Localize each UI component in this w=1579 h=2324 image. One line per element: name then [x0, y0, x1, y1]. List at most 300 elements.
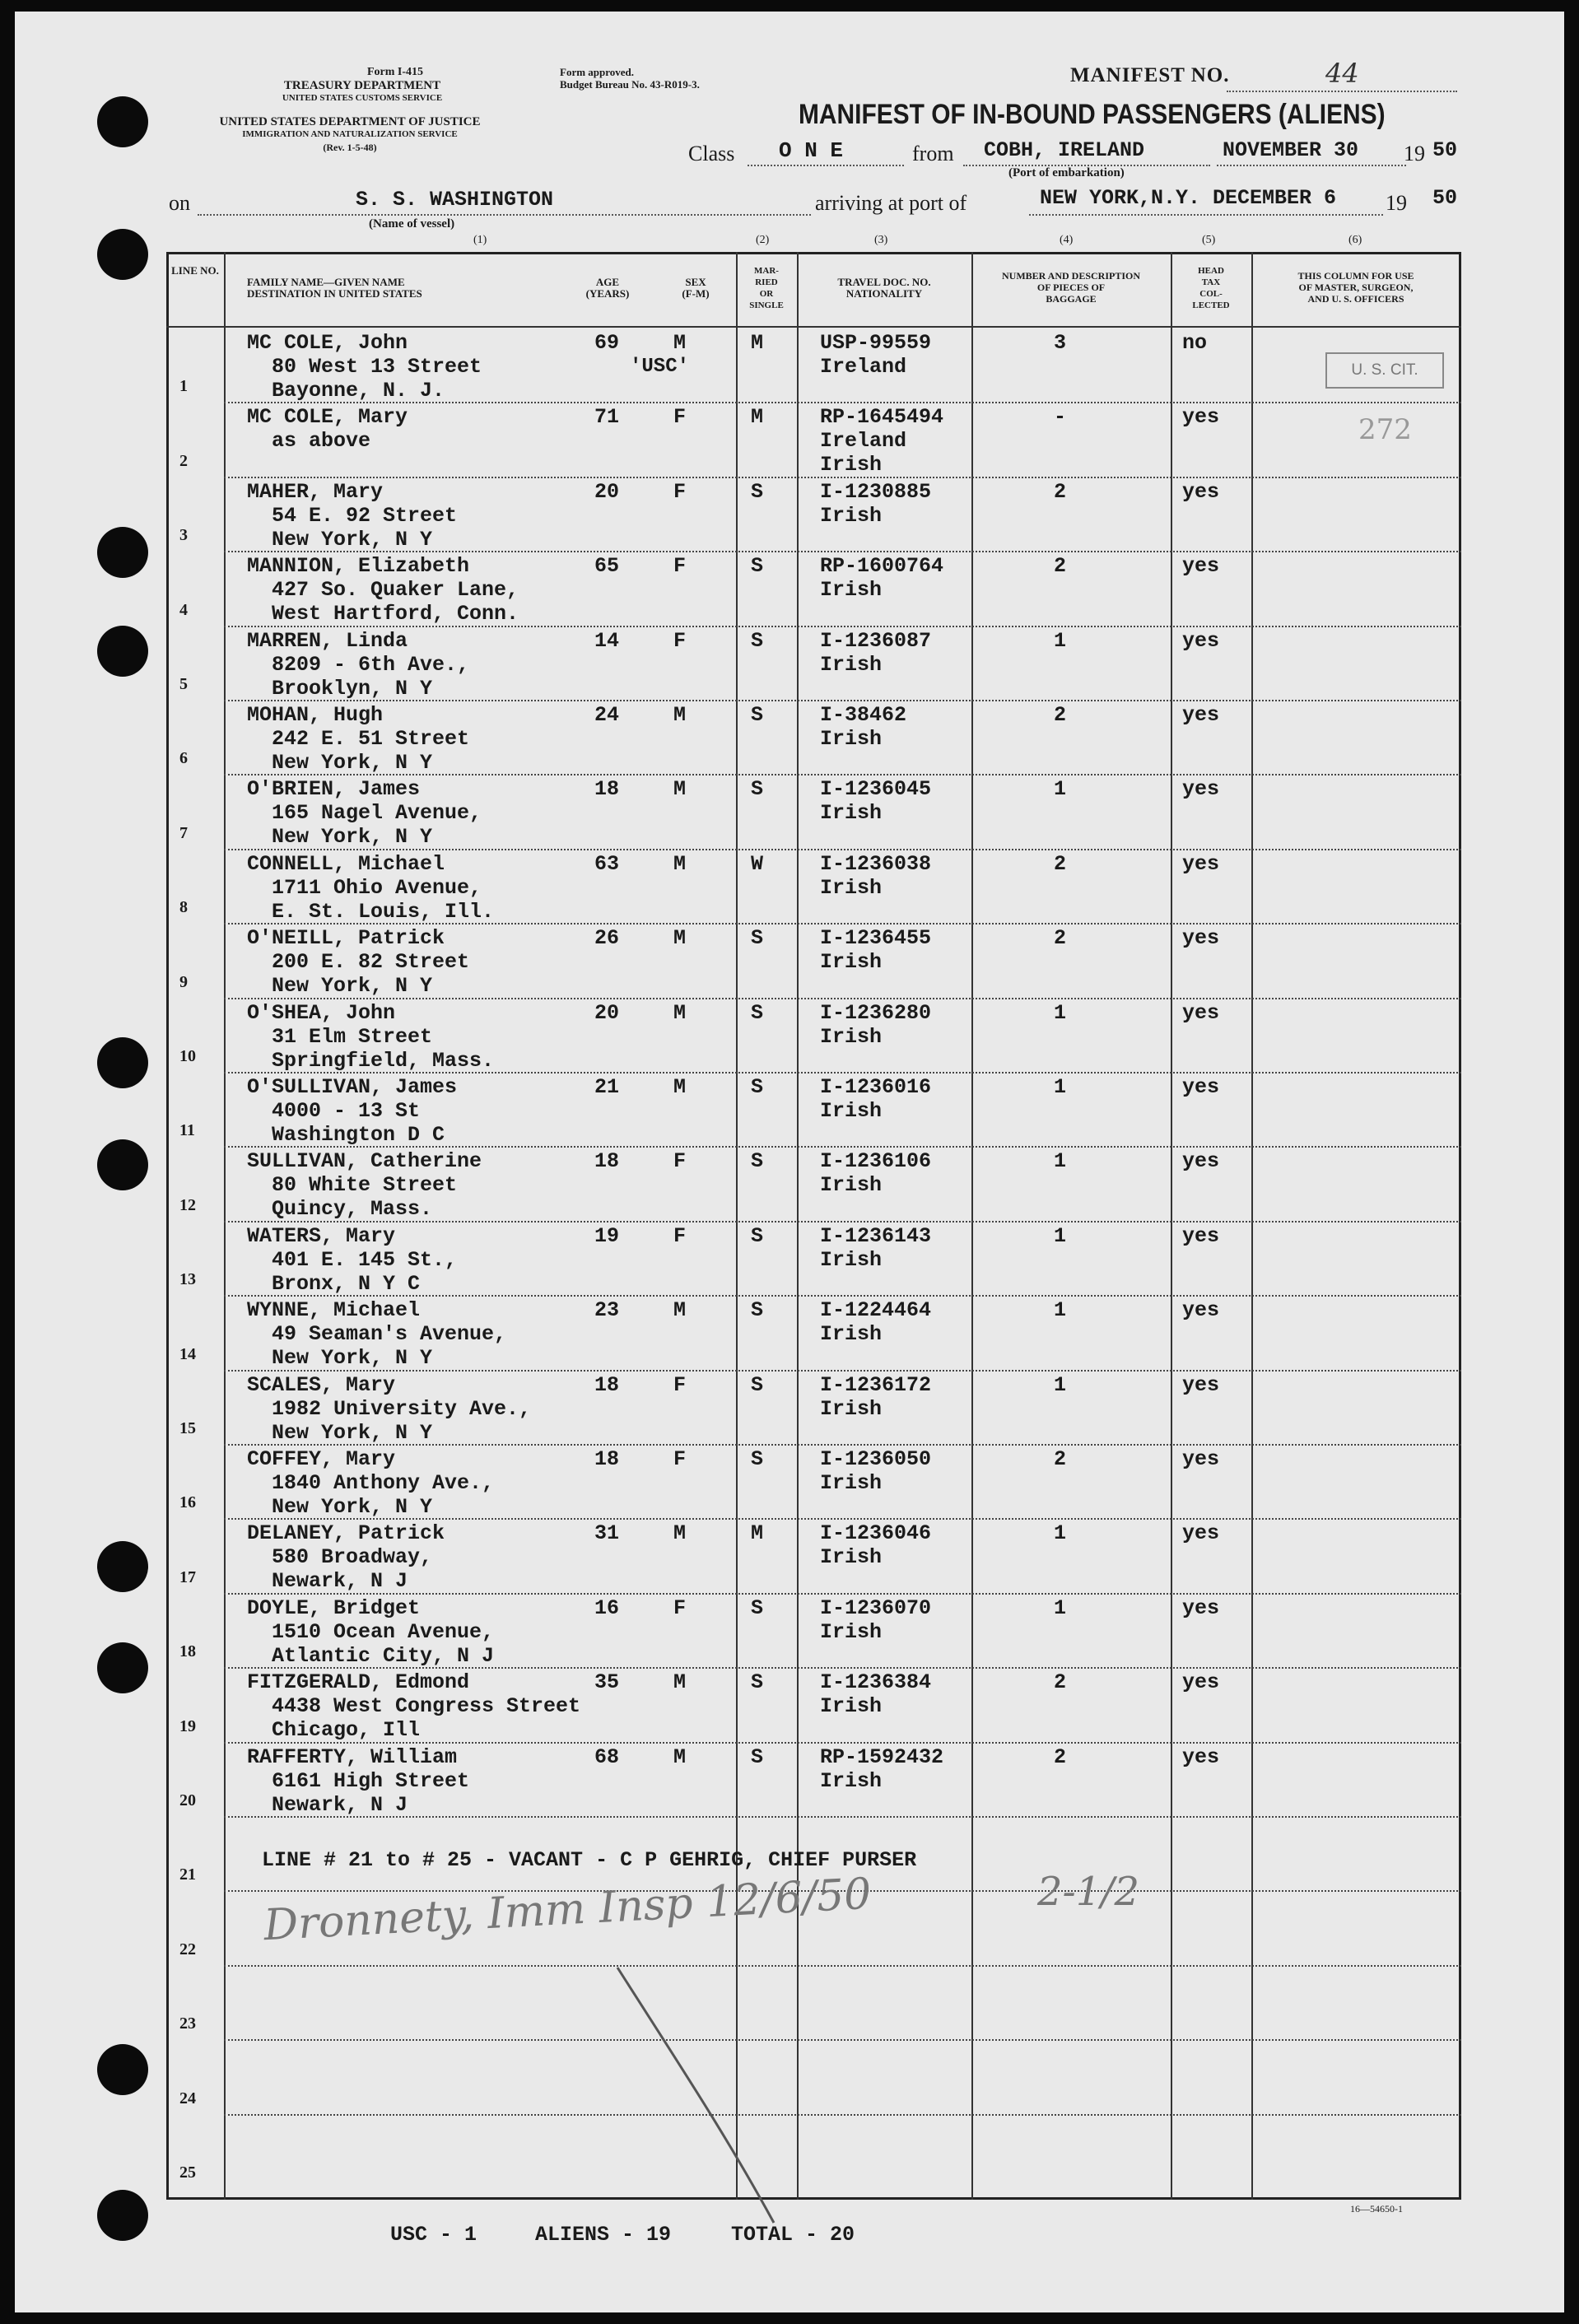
marital-status: S — [751, 1149, 764, 1174]
passenger-name: SCALES, Mary — [247, 1372, 396, 1397]
line-number: 9 — [179, 972, 188, 991]
passenger-name: MC COLE, John — [247, 331, 408, 355]
binder-hole — [97, 1642, 148, 1693]
passenger-age: 21 — [594, 1075, 620, 1099]
baggage-count: 1 — [1054, 1000, 1067, 1025]
line-number: 18 — [179, 1642, 196, 1661]
binder-hole — [97, 1541, 148, 1592]
row-separator — [224, 2039, 1461, 2041]
head-tax: yes — [1182, 703, 1220, 727]
passenger-city: New York, N Y — [272, 751, 433, 775]
arrival-year-prefix: 19 — [1386, 191, 1407, 215]
passenger-age: 69 — [594, 331, 620, 355]
col-divider — [1171, 252, 1172, 2200]
nationality: Irish — [820, 503, 883, 528]
nationality: Ireland — [820, 429, 907, 454]
head-tax: yes — [1182, 405, 1220, 430]
baggage-count: 2 — [1054, 1744, 1067, 1769]
marital-status: S — [751, 1670, 764, 1695]
passenger-address: 242 E. 51 Street — [272, 727, 470, 751]
passenger-sex: F — [673, 405, 687, 430]
passenger-name: COFFEY, Mary — [247, 1447, 396, 1471]
head-tax: yes — [1182, 628, 1220, 653]
head-tax: yes — [1182, 851, 1220, 876]
marital-status: S — [751, 1595, 764, 1620]
passenger-address: 1510 Ocean Avenue, — [272, 1619, 495, 1644]
binder-hole — [97, 2190, 148, 2241]
line-number: 23 — [179, 2014, 196, 2033]
line-number: 19 — [179, 1716, 196, 1735]
passenger-city: Bayonne, N. J. — [272, 379, 445, 403]
usc-note: 'USC' — [630, 356, 690, 378]
passenger-address: 165 Nagel Avenue, — [272, 801, 482, 826]
line-number: 11 — [179, 1121, 195, 1140]
line-number: 5 — [179, 675, 188, 693]
class-label: Class — [688, 142, 735, 165]
passenger-address: 49 Seaman's Avenue, — [272, 1322, 507, 1347]
passenger-city: New York, N Y — [272, 1420, 433, 1445]
passenger-sex: M — [673, 1670, 687, 1695]
nationality: Irish — [820, 1024, 883, 1049]
passenger-sex: M — [673, 703, 687, 727]
marital-status: S — [751, 628, 764, 653]
manifest-title: MANIFEST OF IN-BOUND PASSENGERS (ALIENS) — [799, 99, 1386, 130]
passenger-city: Springfield, Mass. — [272, 1048, 495, 1073]
baggage-count: 1 — [1054, 1298, 1067, 1323]
passenger-age: 63 — [594, 851, 620, 876]
binder-hole — [97, 96, 148, 147]
passenger-name: RAFFERTY, William — [247, 1744, 458, 1769]
port-caption: (Port of embarkation) — [1008, 166, 1125, 179]
head-tax: yes — [1182, 1223, 1220, 1248]
total-usc: USC - 1 — [390, 2223, 477, 2247]
baggage-count: 1 — [1054, 1372, 1067, 1397]
travel-doc-no: RP-1592432 — [820, 1744, 944, 1769]
total-all: TOTAL - 20 — [731, 2223, 855, 2247]
class-line — [748, 165, 904, 166]
baggage-count: 2 — [1054, 1447, 1067, 1471]
passenger-age: 16 — [594, 1595, 620, 1620]
passenger-name: O'NEILL, Patrick — [247, 926, 445, 951]
baggage-count: 1 — [1054, 777, 1067, 802]
passenger-name: WATERS, Mary — [247, 1223, 396, 1248]
baggage-count: 2 — [1054, 703, 1067, 727]
depart-date: NOVEMBER 30 — [1223, 138, 1359, 162]
passenger-sex: F — [673, 628, 687, 653]
usc-stamp: U. S. CIT. — [1325, 352, 1444, 389]
line-number: 2 — [179, 451, 188, 470]
passenger-age: 31 — [594, 1521, 620, 1546]
header-officer-use: THIS COLUMN FOR USE OF MASTER, SURGEON, AND U. S. OFFICERS — [1297, 270, 1414, 305]
passenger-city: West Hartford, Conn. — [272, 602, 519, 626]
nationality: Irish — [820, 1694, 883, 1719]
depart-date-line — [1217, 165, 1406, 166]
head-tax: yes — [1182, 777, 1220, 802]
passenger-age: 71 — [594, 405, 620, 430]
passenger-sex: M — [673, 1744, 687, 1769]
passenger-age: 18 — [594, 1149, 620, 1174]
col-num: (4) — [1060, 234, 1074, 246]
line-number: 1 — [179, 377, 188, 396]
passenger-address: 1711 Ohio Avenue, — [272, 875, 482, 900]
travel-doc-no: I-1236045 — [820, 777, 932, 802]
passenger-name: O'BRIEN, James — [247, 777, 421, 802]
on-label: on — [169, 191, 190, 215]
nationality: Irish — [820, 1619, 883, 1644]
line-number: 15 — [179, 1419, 196, 1437]
baggage-count: 1 — [1054, 1149, 1067, 1174]
passenger-age: 18 — [594, 1372, 620, 1397]
passenger-city: Atlantic City, N J — [272, 1643, 495, 1668]
manifest-no-value: 44 — [1325, 58, 1359, 89]
head-tax: yes — [1182, 1372, 1220, 1397]
head-tax: yes — [1182, 1744, 1220, 1769]
passenger-sex: M — [673, 1298, 687, 1323]
passenger-sex: M — [673, 926, 687, 951]
header-name: FAMILY NAME—GIVEN NAME DESTINATION IN UNITED STATES — [247, 276, 422, 300]
nationality: Irish — [820, 875, 883, 900]
budget-bureau: Budget Bureau No. 43-R019-3. — [560, 78, 700, 91]
passenger-address: as above — [272, 429, 371, 454]
passenger-city: Quincy, Mass. — [272, 1197, 433, 1222]
travel-doc-no: I-1236046 — [820, 1521, 932, 1546]
marital-status: S — [751, 479, 764, 504]
line-number: 12 — [179, 1195, 196, 1214]
binder-hole — [97, 229, 148, 280]
passenger-address: 31 Elm Street — [272, 1024, 433, 1049]
binder-hole — [97, 626, 148, 677]
treasury-dept: TREASURY DEPARTMENT — [283, 79, 441, 92]
nationality: Irish — [820, 1471, 883, 1495]
nationality-2: Irish — [820, 453, 883, 477]
passenger-age: 20 — [594, 479, 620, 504]
passenger-sex: F — [673, 1447, 687, 1471]
stamp-number: 272 — [1358, 413, 1412, 446]
arrival-port: NEW YORK,N.Y. DECEMBER 6 — [1040, 186, 1337, 210]
passenger-age: 20 — [594, 1000, 620, 1025]
line-number: 3 — [179, 526, 188, 545]
passenger-city: New York, N Y — [272, 974, 433, 999]
from-value: COBH, IRELAND — [984, 138, 1145, 162]
travel-doc-no: I-1236050 — [820, 1447, 932, 1471]
travel-doc-no: I-1236016 — [820, 1075, 932, 1099]
marital-status: S — [751, 1298, 764, 1323]
marital-status: W — [751, 851, 764, 876]
passenger-city: Newark, N J — [272, 1569, 408, 1594]
marital-status: S — [751, 1744, 764, 1769]
passenger-address: 8209 - 6th Ave., — [272, 652, 470, 677]
manifest-no-line — [1227, 91, 1457, 92]
col-num: (3) — [874, 234, 888, 246]
passenger-address: 4438 West Congress Street — [272, 1694, 581, 1719]
header-line-no: LINE NO. — [171, 264, 219, 277]
nationality: Irish — [820, 578, 883, 603]
head-tax: yes — [1182, 554, 1220, 579]
passenger-name: DELANEY, Patrick — [247, 1521, 445, 1546]
marital-status: S — [751, 777, 764, 802]
passenger-name: MAHER, Mary — [247, 479, 384, 504]
nationality: Irish — [820, 1173, 883, 1198]
baggage-count: 1 — [1054, 628, 1067, 653]
form-number: Form I-415 — [366, 66, 424, 78]
passenger-address: 1982 University Ave., — [272, 1396, 532, 1421]
baggage-count: 2 — [1054, 479, 1067, 504]
baggage-count: - — [1054, 405, 1067, 430]
head-tax: yes — [1182, 1595, 1220, 1620]
marital-status: S — [751, 554, 764, 579]
line-number: 21 — [179, 1865, 196, 1884]
nationality: Irish — [820, 1247, 883, 1272]
passenger-city: Washington D C — [272, 1123, 445, 1147]
dept-justice: UNITED STATES DEPARTMENT OF JUSTICE — [219, 115, 481, 128]
binder-hole — [97, 1139, 148, 1190]
passenger-address: 200 E. 82 Street — [272, 950, 470, 975]
baggage-count: 2 — [1054, 851, 1067, 876]
col-num: (5) — [1202, 234, 1216, 246]
manifest-no-label: MANIFEST NO. — [1070, 64, 1230, 86]
travel-doc-no: I-1236384 — [820, 1670, 932, 1695]
ins: IMMIGRATION AND NATURALIZATION SERVICE — [242, 129, 458, 139]
travel-doc-no: I-1236455 — [820, 926, 932, 951]
baggage-count: 1 — [1054, 1223, 1067, 1248]
marital-status: S — [751, 703, 764, 727]
col-num: (2) — [756, 234, 770, 246]
nationality: Irish — [820, 1545, 883, 1570]
passenger-city: Chicago, Ill — [272, 1718, 421, 1743]
passenger-sex: M — [673, 851, 687, 876]
head-tax: yes — [1182, 1670, 1220, 1695]
line-number: 24 — [179, 2089, 196, 2107]
passenger-address: 580 Broadway, — [272, 1545, 433, 1570]
baggage-count: 1 — [1054, 1521, 1067, 1546]
col-divider — [971, 252, 973, 2200]
travel-doc-no: RP-1600764 — [820, 554, 944, 579]
passenger-sex: F — [673, 479, 687, 504]
travel-doc-no: I-1236143 — [820, 1223, 932, 1248]
passenger-age: 18 — [594, 1447, 620, 1471]
travel-doc-no: I-38462 — [820, 703, 907, 727]
head-tax: yes — [1182, 1075, 1220, 1099]
header-separator — [166, 326, 1461, 328]
marital-status: S — [751, 1075, 764, 1099]
marital-status: S — [751, 926, 764, 951]
nationality: Irish — [820, 1768, 883, 1793]
passenger-age: 19 — [594, 1223, 620, 1248]
header-head-tax: HEAD TAX COL- LECTED — [1192, 266, 1230, 310]
passenger-name: FITZGERALD, Edmond — [247, 1670, 470, 1695]
vessel-caption: (Name of vessel) — [369, 217, 455, 231]
head-tax: yes — [1182, 1000, 1220, 1025]
passenger-age: 65 — [594, 554, 620, 579]
travel-doc-no: I-1236070 — [820, 1595, 932, 1620]
passenger-name: MC COLE, Mary — [247, 405, 408, 430]
passenger-address: 54 E. 92 Street — [272, 503, 458, 528]
line-number: 16 — [179, 1493, 196, 1512]
customs-service: UNITED STATES CUSTOMS SERVICE — [282, 93, 443, 103]
passenger-sex: F — [673, 1223, 687, 1248]
passenger-city: Bronx, N Y C — [272, 1271, 421, 1296]
passenger-name: WYNNE, Michael — [247, 1298, 421, 1323]
line-number: 6 — [179, 749, 188, 768]
passenger-age: 18 — [594, 777, 620, 802]
from-label: from — [912, 142, 954, 165]
head-tax: yes — [1182, 479, 1220, 504]
passenger-age: 24 — [594, 703, 620, 727]
head-tax: yes — [1182, 1149, 1220, 1174]
travel-doc-no: I-1224464 — [820, 1298, 932, 1323]
arrival-year: 50 — [1432, 186, 1458, 210]
line-number: 25 — [179, 2163, 196, 2182]
travel-doc-no: I-1236087 — [820, 628, 932, 653]
passenger-sex: M — [673, 1521, 687, 1546]
inspector-signature: Dronnety, Imm Insp 12/6/50 — [262, 1869, 873, 1951]
depart-year-prefix: 19 — [1404, 142, 1425, 165]
passenger-city: New York, N Y — [272, 527, 433, 552]
arrival-line — [1029, 214, 1383, 216]
header-sex: SEX (F-M) — [682, 276, 710, 300]
line-number: 13 — [179, 1270, 196, 1289]
passenger-address: 80 White Street — [272, 1173, 458, 1198]
travel-doc-no: I-1236172 — [820, 1372, 932, 1397]
line-number: 10 — [179, 1047, 196, 1065]
col-divider — [224, 252, 226, 2200]
passenger-city: New York, N Y — [272, 1346, 433, 1371]
nationality: Irish — [820, 1099, 883, 1123]
passenger-age: 35 — [594, 1670, 620, 1695]
footer-code: 16—54650-1 — [1350, 2203, 1403, 2215]
vessel-line — [198, 214, 811, 216]
passenger-sex: M — [673, 1075, 687, 1099]
baggage-count: 2 — [1054, 926, 1067, 951]
passenger-name: SULLIVAN, Catherine — [247, 1149, 482, 1174]
row-separator — [224, 1816, 1461, 1818]
passenger-address: 80 West 13 Street — [272, 355, 482, 379]
baggage-count: 1 — [1054, 1075, 1067, 1099]
header-age: AGE (YEARS) — [585, 276, 630, 300]
class-value: O N E — [779, 138, 844, 163]
cancel-stroke — [609, 1959, 790, 2231]
line-number: 8 — [179, 898, 188, 917]
passenger-name: MOHAN, Hugh — [247, 703, 384, 727]
passenger-city: Newark, N J — [272, 1792, 408, 1817]
nationality: Irish — [820, 1396, 883, 1421]
row-separator — [224, 1593, 1461, 1595]
marital-status: S — [751, 1223, 764, 1248]
head-tax: yes — [1182, 1298, 1220, 1323]
passenger-name: MANNION, Elizabeth — [247, 554, 470, 579]
passenger-sex: F — [673, 1149, 687, 1174]
passenger-name: DOYLE, Bridget — [247, 1595, 421, 1620]
vacant-note: LINE # 21 to # 25 - VACANT - C P GEHRIG, CHIEF PURSER — [262, 1848, 917, 1872]
travel-doc-no: I-1230885 — [820, 479, 932, 504]
line-number: 22 — [179, 1940, 196, 1958]
nationality: Irish — [820, 1322, 883, 1347]
header-travel-doc: TRAVEL DOC. NO. NATIONALITY — [837, 276, 931, 300]
head-tax: yes — [1182, 926, 1220, 951]
passenger-name: MARREN, Linda — [247, 628, 408, 653]
arriving-label: arriving at port of — [815, 191, 967, 215]
passenger-age: 14 — [594, 628, 620, 653]
passenger-age: 23 — [594, 1298, 620, 1323]
baggage-count: 2 — [1054, 554, 1067, 579]
col-num: (1) — [473, 234, 487, 246]
head-tax: yes — [1182, 1447, 1220, 1471]
passenger-address: 4000 - 13 St — [272, 1099, 421, 1123]
binder-hole — [97, 2044, 148, 2095]
marital-status: M — [751, 1521, 764, 1546]
passenger-sex: F — [673, 554, 687, 579]
passenger-address: 1840 Anthony Ave., — [272, 1471, 495, 1495]
travel-doc-no: I-1236280 — [820, 1000, 932, 1025]
nationality: Irish — [820, 652, 883, 677]
passenger-city: E. St. Louis, Ill. — [272, 899, 495, 924]
passenger-age: 26 — [594, 926, 620, 951]
line-number: 20 — [179, 1791, 196, 1809]
passenger-sex: F — [673, 1372, 687, 1397]
line-number: 4 — [179, 600, 188, 619]
header-baggage: NUMBER AND DESCRIPTION OF PIECES OF BAGGAGE — [1001, 270, 1141, 305]
passenger-name: O'SULLIVAN, James — [247, 1075, 458, 1099]
marital-status: M — [751, 405, 764, 430]
line-number: 14 — [179, 1344, 196, 1363]
passenger-address: 6161 High Street — [272, 1768, 470, 1793]
head-tax: yes — [1182, 1521, 1220, 1546]
row-separator — [224, 2114, 1461, 2116]
nationality: Irish — [820, 950, 883, 975]
marital-status: S — [751, 1000, 764, 1025]
nationality: Irish — [820, 727, 883, 751]
passenger-city: Brooklyn, N Y — [272, 676, 433, 701]
passenger-city: New York, N Y — [272, 1495, 433, 1519]
passenger-sex: M — [673, 331, 687, 355]
vessel-name: S. S. WASHINGTON — [356, 188, 554, 212]
line-number: 17 — [179, 1567, 196, 1586]
marital-status: S — [751, 1447, 764, 1471]
travel-doc-no: I-1236106 — [820, 1149, 932, 1174]
passenger-sex: M — [673, 777, 687, 802]
nationality: Irish — [820, 801, 883, 826]
col-num: (6) — [1348, 234, 1362, 246]
form-approved: Form approved. — [560, 66, 635, 78]
baggage-count: 3 — [1054, 331, 1067, 355]
header-married: MAR- RIED OR SINGLE — [749, 266, 784, 310]
passenger-sex: F — [673, 1595, 687, 1620]
total-aliens: ALIENS - 19 — [535, 2223, 672, 2247]
head-tax: no — [1182, 331, 1208, 355]
travel-doc-no: I-1236038 — [820, 851, 932, 876]
marital-status: S — [751, 1372, 764, 1397]
passenger-city: New York, N Y — [272, 825, 433, 850]
passenger-address: 401 E. 145 St., — [272, 1247, 458, 1272]
baggage-count: 2 — [1054, 1670, 1067, 1695]
travel-doc-no: USP-99559 — [820, 331, 932, 355]
line-number: 7 — [179, 823, 188, 842]
binder-hole — [97, 527, 148, 578]
baggage-count: 1 — [1054, 1595, 1067, 1620]
marital-status: M — [751, 331, 764, 355]
travel-doc-no: RP-1645494 — [820, 405, 944, 430]
passenger-sex: M — [673, 1000, 687, 1025]
binder-hole — [97, 1037, 148, 1088]
depart-year: 50 — [1432, 138, 1458, 162]
row-separator — [224, 1965, 1461, 1967]
col-divider — [1251, 252, 1253, 2200]
nationality: Ireland — [820, 355, 907, 379]
passenger-address: 427 So. Quaker Lane, — [272, 578, 519, 603]
passenger-age: 68 — [594, 1744, 620, 1769]
handwritten-count: 2-1/2 — [1037, 1869, 1140, 1915]
passenger-name: O'SHEA, John — [247, 1000, 396, 1025]
